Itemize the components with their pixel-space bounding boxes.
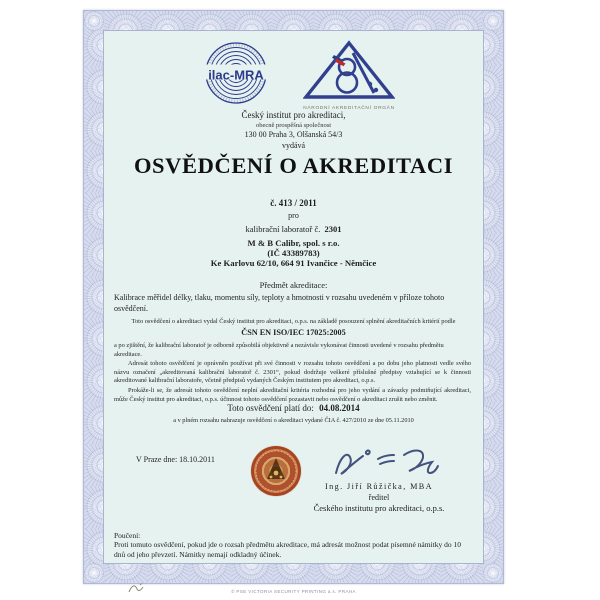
- certificate-sheet: [83, 10, 504, 584]
- signer-name: Ing. Jiří Růžička, MBA: [325, 482, 433, 491]
- recipient-address: Ke Karlovu 62/10, 664 91 Ivančice - Němčice: [210, 258, 377, 268]
- ornamental-border-top: [104, 11, 483, 31]
- paragraph-usage-rights: Adresát tohoto osvědčení je oprávněn používat při své činnosti v rozsahu tohoto osvědčení a po dobu jeho platnosti vedle svého názvu označení „akreditovaná kalibrační laboratoř č. 2301“, pokud dodržuje veškeré příslušné předpisy vztahující se k činnosti akreditované kalibrační laboratoře, včetně předpisů vydaných Českým institutem pro akreditaci, o.p.s.: [114, 360, 471, 385]
- laboratory-prefix: kalibrační laboratoř č.: [245, 224, 321, 234]
- signer-role: ředitel: [368, 492, 390, 502]
- signature-handwritten: [332, 445, 442, 479]
- certificate-body: [104, 31, 483, 563]
- paragraph-competence: a po zjištění, že kalibrační laboratoř je odborně způsobilá objektivně a nezávisle vykonávat činnosti uvedené v rozsahu předmětu akreditace.: [114, 342, 444, 358]
- issuer-subtitle: obecně prospěšná společnost: [255, 121, 332, 129]
- notice-text: Proti tomuto osvědčení, pokud jde o rozsah předmětu akreditace, má adresát možnost podat písemné námitky do 10 dnů od jeho převzetí. Námitky nemají odkladný účinek.: [114, 540, 461, 559]
- border-corner-rosette: [483, 563, 503, 583]
- signer-organization: Českého institutu pro akreditaci, o.p.s.: [313, 503, 445, 513]
- place-and-date: V Praze dne: 18.10.2011: [136, 455, 215, 464]
- notice-heading: Poučení:: [114, 531, 141, 540]
- signer-block: [269, 482, 489, 514]
- cia-logo-caption: NÁRODNÍ AKREDITAČNÍ ORGÁN: [303, 106, 395, 111]
- subject-text: Kalibrace měřidel délky, tlaku, momentu síly, teploty a hmotnosti v rozsahu uvedeném v příloze tohoto osvědčení.: [114, 293, 445, 313]
- validity-date: 04.08.2014: [319, 403, 360, 413]
- issuer-block: [104, 111, 483, 140]
- recipient-company-id: (IČ 43389783): [267, 248, 320, 258]
- for-label: pro: [288, 211, 299, 220]
- ilac-mra-logo-text: ilac-MRA: [208, 67, 264, 83]
- ilac-mra-logo-icon: [204, 41, 268, 105]
- validity-line: [104, 403, 483, 413]
- security-printer-mark: © PSE VICTORIA SECURITY PRINTING a.s. PRAHA: [231, 589, 356, 594]
- laboratory-line: [104, 224, 483, 234]
- certificate-number: č. 413 / 2011: [270, 198, 317, 208]
- issuer-address: 130 00 Praha 3, Olšanská 54/3: [244, 130, 343, 139]
- certificate-title: OSVĚDČENÍ O AKREDITACI: [133, 153, 454, 178]
- standard-reference: ČSN EN ISO/IEC 17025:2005: [241, 328, 346, 337]
- laboratory-number: 2301: [324, 224, 342, 234]
- border-corner-rosette: [84, 563, 104, 583]
- cia-triangle-icon: [303, 40, 395, 100]
- cia-logo: [290, 40, 408, 111]
- subject-heading: Předmět akreditace:: [259, 280, 328, 290]
- paragraph-issued-basis: Toto osvědčení o akreditaci vydal Český institut pro akreditaci, o.p.s. na základě posouzení splnění akreditačních kritérií podle: [131, 318, 456, 325]
- issues-label: vydává: [281, 141, 306, 150]
- recipient-block: [104, 238, 483, 268]
- validity-prefix: Toto osvědčení platí do:: [227, 403, 314, 413]
- recipient-company: M & B Calibr, spol. s r.o.: [247, 238, 340, 248]
- replaces-line: a v plném rozsahu nahrazuje osvědčení o akreditaci vydané ČIA č. 427/2010 ze dne 05.11.2010: [173, 417, 414, 424]
- ornamental-border-bottom: [104, 563, 483, 583]
- border-corner-rosette: [483, 11, 503, 31]
- ornamental-border-left: [84, 31, 104, 563]
- border-corner-rosette: [84, 11, 104, 31]
- paragraph-revocation: Prokáže-li se, že adresát tohoto osvědčení neplní akreditační kritéria rozhodná pro jeho vydání a závazky podmiňující akreditaci, může Český institut pro akreditaci, o.p.s. účinnost tohoto osvědčení pozastavit nebo osvědčení o akreditaci zrušit nebo změnit.: [114, 387, 471, 403]
- issuer-name: Český institut pro akreditaci,: [241, 110, 346, 120]
